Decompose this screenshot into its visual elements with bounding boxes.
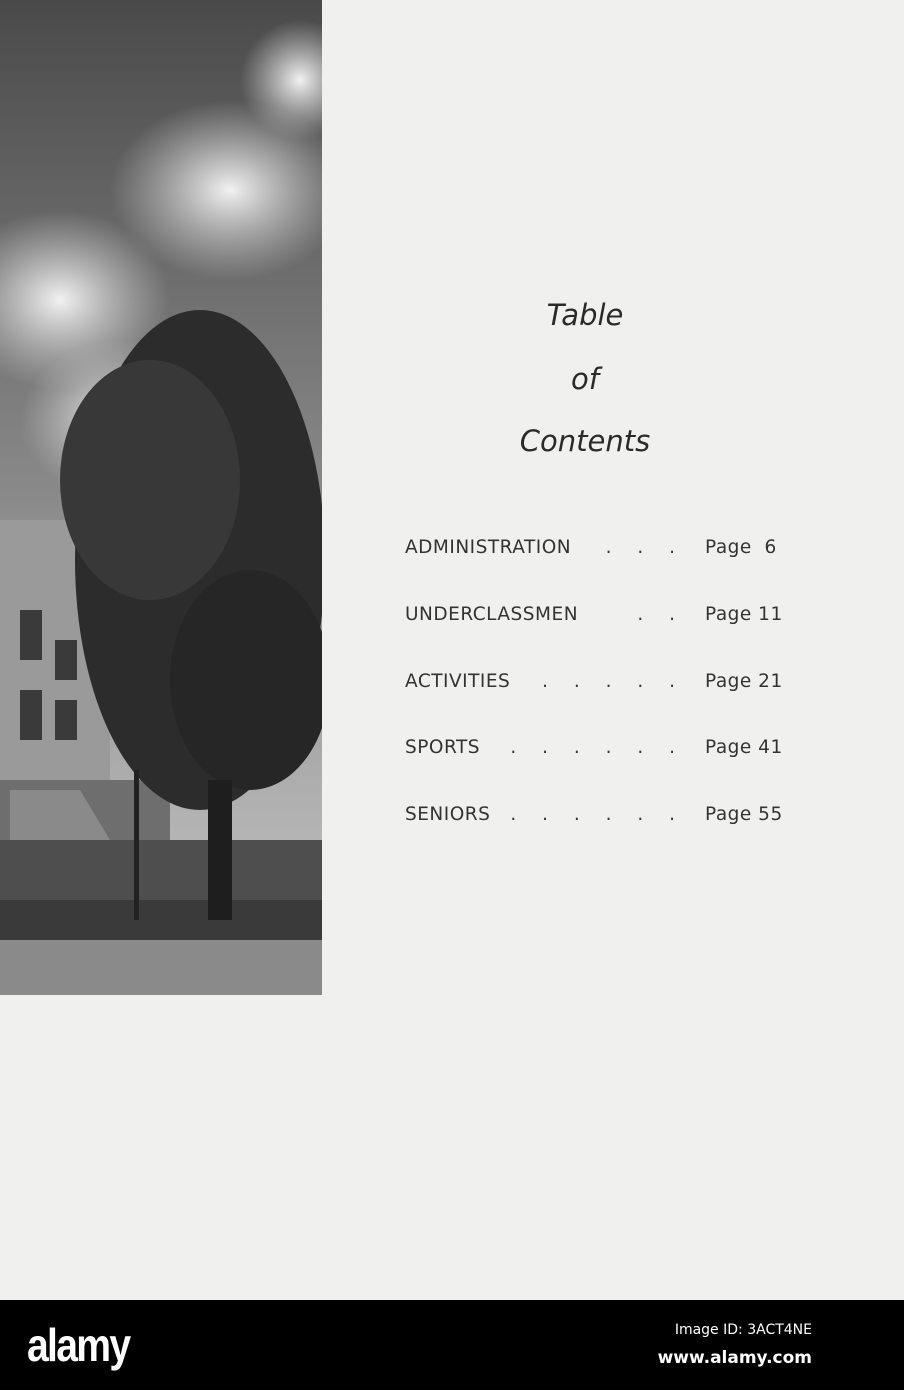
image-id: Image ID: 3ACT4NE [674,1322,812,1338]
toc-section: UNDERCLASSMEN [405,604,579,625]
heading-contents: Contents [519,424,651,458]
toc-leader: . . . . . . [510,737,685,758]
toc-entry-administration [405,537,787,567]
toc-leader: . . . . . . [510,804,685,825]
school-building-photo [0,0,322,995]
site-url: www.alamy.com [657,1348,812,1368]
alamy-logo: alamy [27,1319,130,1371]
toc-section: ACTIVITIES [405,671,511,692]
toc-section: SPORTS [405,737,481,758]
toc-entry-sports [405,737,787,767]
toc-entry-seniors [405,804,787,834]
toc-page: Page 41 [705,737,783,758]
toc-page: Page 11 [705,604,783,625]
toc-section: ADMINISTRATION [405,537,572,558]
heading-of: of [571,362,599,396]
toc-section: SENIORS [405,804,491,825]
toc-leader: . . . [605,537,685,558]
toc-page: Page 21 [705,671,783,692]
watermark-banner [0,1300,904,1390]
heading-table: Table [546,298,624,332]
toc-page: Page 55 [705,804,783,825]
toc-entry-underclassmen [405,604,787,634]
toc-leader: . . . . . [542,671,685,692]
toc-entry-activities [405,671,787,701]
toc-leader: . . [637,604,685,625]
toc-page: Page 6 [705,537,777,558]
